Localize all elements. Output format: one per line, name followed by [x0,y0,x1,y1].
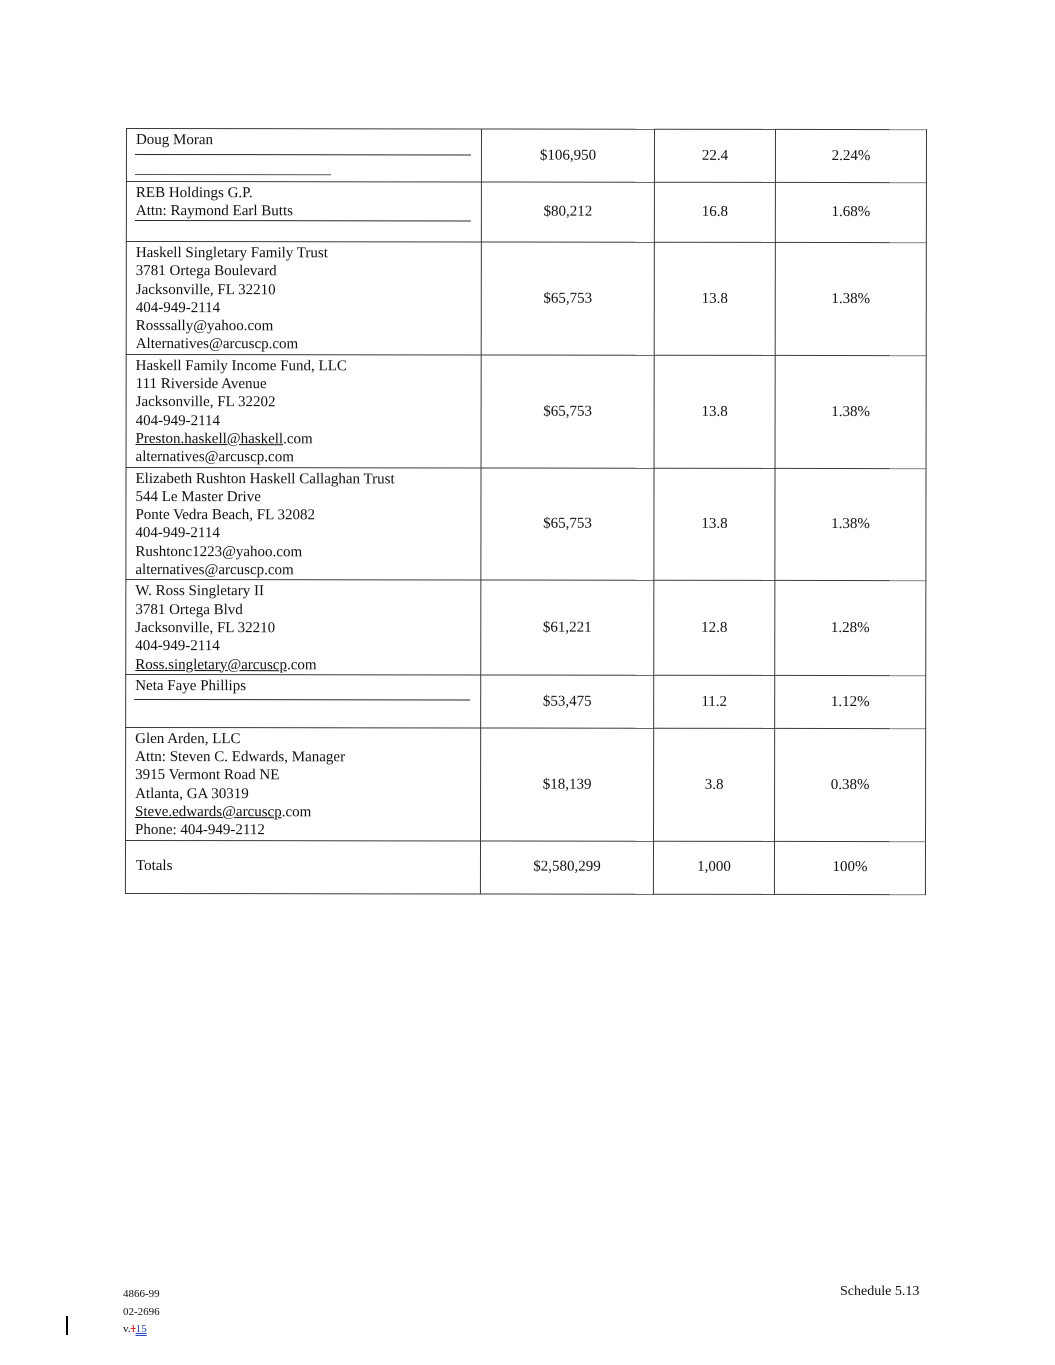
units-cell: 3.8 [654,728,775,841]
percent-cell: 1.28% [775,581,926,676]
member-name-cell [126,674,481,727]
percent-cell: 2.24% [775,129,926,182]
version-inserted: 15 [135,1323,147,1335]
table-row [126,182,926,243]
table-row [126,580,926,676]
email-line: Rosssally@yahoo.com [135,318,274,335]
member-name-cell [126,182,481,242]
email-line [135,803,472,822]
member-name-cell [126,129,481,182]
table-row [126,727,926,841]
address-line: 3915 Vermont Road NE [135,767,280,784]
address-line: 111 Riverside Avenue [135,376,267,393]
email-line [135,656,472,675]
percent-cell: 1.38% [775,242,926,355]
phone-line: Phone: 404-949-2112 [135,822,265,839]
email-line: Alternatives@arcuscp.com [135,336,299,353]
totals-percent: 100% [774,841,925,894]
schedule-label: Schedule 5.13 [840,1284,920,1299]
amount-cell: $65,753 [481,242,654,355]
phone-line: 404-949-2114 [135,525,220,542]
member-name: Glen Arden, LLC [135,730,241,747]
member-name: Neta Faye Phillips [135,677,247,694]
phone-line: 404-949-2114 [135,299,221,317]
attention-line: Attn: Steven C. Edwards, Manager [135,749,346,766]
city-line: Jacksonville, FL 32210 [135,281,276,298]
member-name: W. Ross Singletary II [135,583,264,600]
member-name-cell [126,580,481,675]
address-line: 3781 Ortega Blvd [135,601,243,618]
percent-cell: 1.38% [775,355,926,468]
attention-line: Attn: Raymond Earl Butts [135,203,293,220]
revision-change-bar [66,1316,68,1335]
city-line: Jacksonville, FL 32210 [135,619,276,637]
units-cell: 11.2 [654,675,775,728]
email-line: alternatives@arcuscp.com [135,562,294,579]
version-deleted: 1 [130,1323,136,1335]
totals-label: Totals [125,840,480,893]
city-line: Atlanta, GA 30319 [135,785,249,802]
city-line: Jacksonville, FL 32202 [135,394,276,411]
table-row [126,354,926,468]
version-line [123,1321,160,1339]
units-cell: 13.8 [654,355,775,468]
member-name: Haskell Family Income Fund, LLC [135,357,347,375]
document-id-block [123,1286,160,1339]
address-line: 544 Le Master Drive [135,488,261,506]
totals-row [125,840,925,894]
doc-subnumber: 02-2696 [123,1305,160,1318]
address-line: 3781 Ortega Boulevard [135,263,277,280]
amount-cell: $53,475 [481,675,654,728]
email-domain-suffix: .com [283,431,313,448]
member-name: Doug Moran [135,132,214,149]
version-prefix: v. [123,1323,131,1335]
table-row [126,242,926,356]
units-cell: 13.8 [654,468,775,581]
table-row [126,467,926,581]
member-name: Elizabeth Rushton Haskell Callaghan Trust [135,470,395,487]
city-line: Ponte Vedra Beach, FL 32082 [135,507,316,524]
percent-cell: 1.12% [775,675,926,728]
member-name-cell [126,242,481,355]
email-link[interactable]: Preston.haskell@haskell [135,430,284,448]
phone-line: 404-949-2114 [135,638,220,655]
table-row [126,674,926,728]
member-name: Haskell Singletary Family Trust [135,245,328,262]
percent-cell: 0.38% [775,728,926,841]
email-line [136,430,473,449]
percent-cell: 1.38% [775,468,926,581]
amount-cell: $80,212 [481,182,654,242]
email-domain-suffix: .com [281,804,312,821]
email-domain-suffix: .com [286,656,317,673]
signature-rule-short [135,174,331,175]
member-name: REB Holdings G.P. [135,185,253,202]
amount-cell: $65,753 [481,355,654,468]
amount-cell: $65,753 [481,468,654,581]
member-name-cell [126,467,481,580]
table-row [126,129,926,183]
totals-amount: $2,580,299 [480,841,653,894]
member-name-cell [126,727,481,840]
email-link[interactable]: Steve.edwards@arcuscp [135,804,282,821]
units-cell: 12.8 [654,581,775,676]
units-cell: 16.8 [654,182,775,242]
email-link[interactable]: Ross.singletary@arcuscp [135,656,287,673]
member-name-cell [126,354,481,467]
units-cell: 13.8 [654,242,775,355]
amount-cell: $61,221 [481,580,654,675]
amount-cell: $106,950 [481,129,654,182]
units-cell: 22.4 [654,129,775,182]
percent-cell: 1.68% [775,182,926,242]
signature-rule [134,699,470,700]
signature-rule [135,220,471,221]
member-table [125,128,927,895]
email-line: Rushtonc1223@yahoo.com [135,543,303,560]
totals-units: 1,000 [653,841,774,894]
amount-cell: $18,139 [481,728,654,841]
phone-line: 404-949-2114 [135,412,221,429]
doc-number: 4866-99 [123,1288,160,1300]
signature-rule [135,154,471,155]
email-line: alternatives@arcuscp.com [135,449,294,466]
